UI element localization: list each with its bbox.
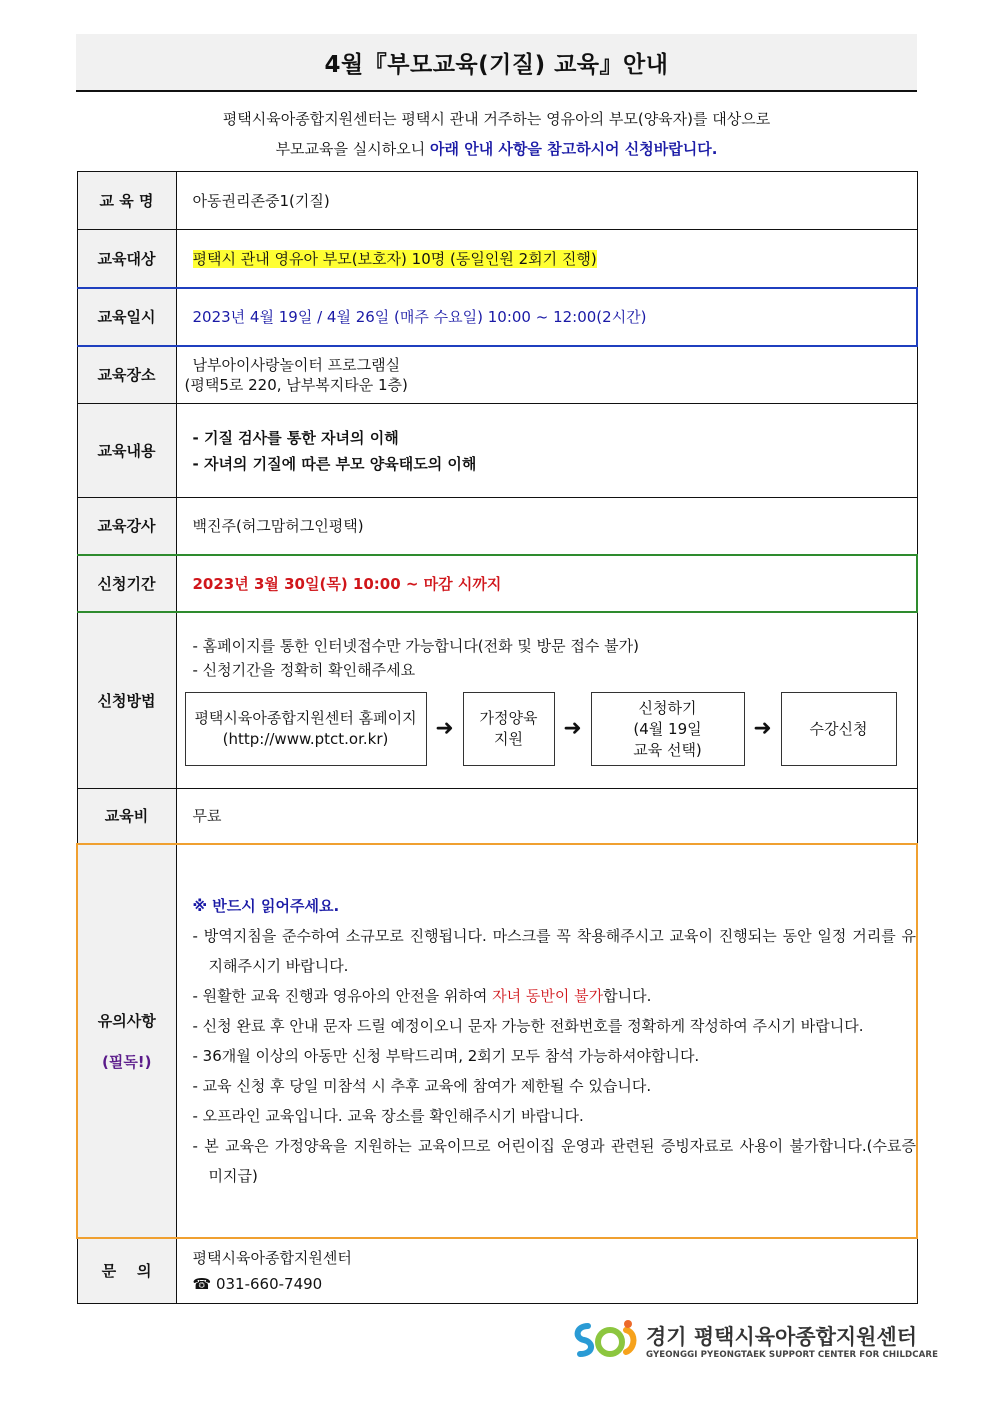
row-method (77, 612, 917, 789)
label-date: 교육일시 (77, 288, 176, 346)
intro-line-1: 평택시육아종합지원센터는 평택시 관내 거주하는 영유아의 부모(양육자)를 대상으로 (222, 110, 771, 128)
value-target: 평택시 관내 영유아 부모(보호자) 10명 (동일인원 2회기 진행) (192, 249, 597, 268)
label-content: 교육내용 (77, 404, 176, 498)
info-table (76, 171, 918, 1304)
label-period: 신청기간 (77, 555, 176, 612)
label-method: 신청방법 (77, 612, 176, 789)
content-item: - 자녀의 기질에 따른 부모 양육태도의 이해 (192, 454, 477, 473)
step-homepage: 평택시육아종합지원센터 홈페이지 (http://www.ptct.or.kr) (185, 692, 427, 766)
method-flow (185, 692, 917, 766)
intro-line-2-plain: 부모교육을 실시하오니 (275, 140, 430, 158)
notice-item: - 본 교육은 가정양육을 지원하는 교육이므로 어린이집 운영과 관련된 증빙자료로 사용이 불가합니다.(수료증 미지급) (192, 1136, 916, 1185)
arrow-right-icon: ➜ (435, 716, 454, 742)
step-register: 수강신청 (781, 692, 897, 766)
row-lecturer (77, 498, 917, 555)
label-notice-sub: (필독!) (101, 1052, 152, 1071)
row-name (77, 172, 917, 230)
page-title: 4월『부모교육(기질) 교육』안내 (324, 51, 669, 78)
row-fee (77, 789, 917, 844)
row-period (77, 555, 917, 612)
notice-item: - 오프라인 교육입니다. 교육 장소를 확인해주시기 바랍니다. (192, 1106, 584, 1125)
row-date (77, 288, 917, 346)
footer-org-name: 경기 평택시육아종합지원센터 (646, 1325, 918, 1349)
step-home-care: 가정양육 지원 (463, 692, 555, 766)
label-notice: 유의사항 (97, 1011, 156, 1030)
value-name: 아동권리존중1(기질) (176, 172, 917, 230)
notice-item: - 신청 완료 후 안내 문자 드릴 예정이오니 문자 가능한 전화번호를 정확하게 작성하여 주시기 바랍니다. (192, 1016, 864, 1035)
label-contact: 문 의 (77, 1238, 176, 1304)
phone-icon: ☎ (192, 1274, 212, 1293)
method-line: - 신청기간을 정확히 확인해주세요 (192, 661, 416, 680)
value-place-line-2: (평택5로 220, 남부복지타운 1층) (184, 375, 408, 394)
label-name: 교 육 명 (77, 172, 176, 230)
footer-org-sub: GYEONGGI PYEONGTAEK SUPPORT CENTER FOR CHILDCARE (646, 1350, 939, 1360)
arrow-right-icon: ➜ (753, 716, 772, 742)
method-line: - 홈페이지를 통한 인터넷접수만 가능합니다(전화 및 방문 접수 불가) (192, 637, 639, 656)
label-target: 교육대상 (77, 230, 176, 288)
content-item: - 기질 검사를 통한 자녀의 이해 (192, 428, 399, 447)
row-target (77, 230, 917, 288)
contact-phone: 031-660-7490 (215, 1274, 323, 1293)
value-date: 2023년 4월 19일 / 4월 26일 (매주 수요일) 10:00 ~ 12:00(2시간) (176, 288, 917, 346)
intro (76, 104, 917, 164)
label-fee: 교육비 (77, 789, 176, 844)
arrow-right-icon: ➜ (563, 716, 582, 742)
notice-item-emph: 자녀 동반이 불가 (492, 986, 604, 1005)
footer-logo (570, 1318, 939, 1368)
notice-item: - 교육 신청 후 당일 미참석 시 추후 교육에 참여가 제한될 수 있습니다. (192, 1076, 652, 1095)
notice-item: - 방역지침을 준수하여 소규모로 진행됩니다. 마스크를 꼭 착용해주시고 교육이 진행되는 동안 일정 거리를 유지해주시기 바랍니다. (192, 926, 916, 975)
title-bar (76, 34, 917, 92)
row-content (77, 404, 917, 498)
intro-line-2-emph: 아래 안내 사항을 참고하시어 신청바랍니다. (430, 140, 718, 158)
row-notice (77, 844, 917, 1238)
notice-item: - 원활한 교육 진행과 영유아의 안전을 위하여 자녀 동반이 불가합니다. (192, 986, 652, 1005)
row-contact (77, 1238, 917, 1304)
value-lecturer: 백진주(허그맘허그인평택) (176, 498, 917, 555)
contact-org: 평택시육아종합지원센터 (192, 1248, 352, 1267)
notice-item: - 36개월 이상의 아동만 신청 부탁드리며, 2회기 모두 참석 가능하셔야합니다. (192, 1046, 700, 1065)
step-apply: 신청하기 (4월 19일 교육 선택) (591, 692, 745, 766)
value-fee: 무료 (176, 789, 917, 844)
notice-header: ※ 반드시 읽어주세요. (192, 896, 340, 915)
label-place: 교육장소 (77, 346, 176, 404)
value-period: 2023년 3월 30일(목) 10:00 ~ 마감 시까지 (176, 555, 917, 612)
intro-line-2 (76, 134, 917, 164)
label-lecturer: 교육강사 (77, 498, 176, 555)
center-logo-icon (570, 1318, 640, 1362)
value-place-line-1: 남부아이사랑놀이터 프로그램실 (192, 355, 401, 374)
row-place (77, 346, 917, 404)
